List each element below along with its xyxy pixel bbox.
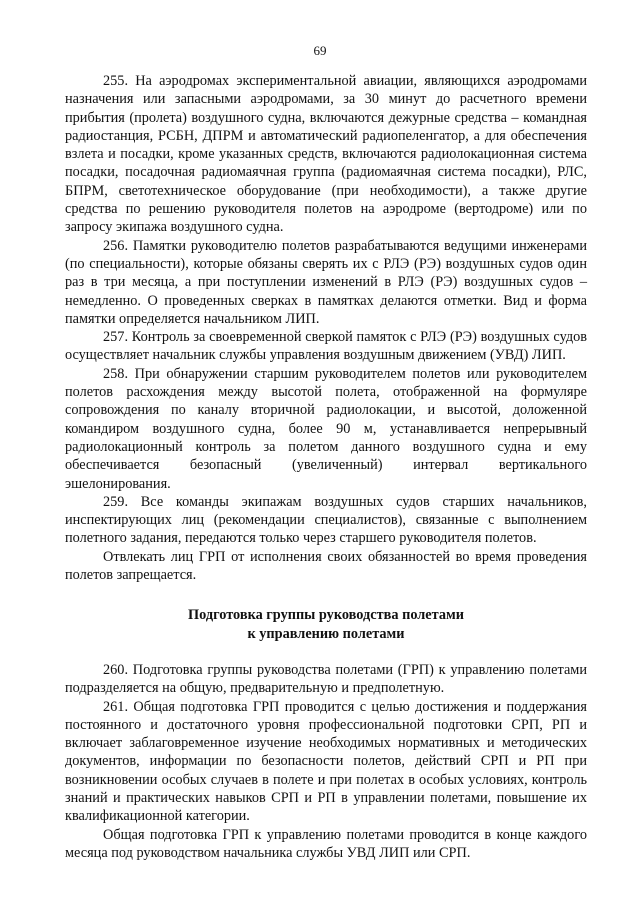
page-content bbox=[65, 72, 587, 862]
paragraph-259: 259. Все команды экипажам воздушных судов старших начальников, инспектирующих лиц (рекомендации специалистов), связанные с выполнением полетного задания, передаются только через старшего руководителя полетов. bbox=[65, 493, 587, 547]
paragraph-258: 258. При обнаружении старшим руководителем полетов или руководителем полетов расхождения между высотой полета, отображенной на формуляре сопровождения по каналу вторичной радиолокации, и высотой, доложенной командиром воздушного судна, более 90 м, устанавливается непрерывный радиолокационный контроль за полетом данного воздушного судна и ему обеспечивается безопасный (увеличенный) интервал вертикального эшелонирования. bbox=[65, 365, 587, 492]
section-heading bbox=[65, 606, 587, 643]
section-heading-line-1: Подготовка группы руководства полетами bbox=[188, 607, 464, 624]
paragraph-261: 261. Общая подготовка ГРП проводится с целью достижения и поддержания постоянного и достаточного уровня профессиональной подготовки СРП, РП и включает заблаговременное изучение необходимых нормативных и методических документов, информации по безопасности полетов, действий СРП и РП при возникновении особых случаев в полете и при полетах в особых условиях, контроль знаний и практических навыков СРП и РП в управлении полетами, повышение их квалификационной категории. bbox=[65, 698, 587, 825]
page-number: 69 bbox=[313, 43, 327, 58]
paragraph-general-training: Общая подготовка ГРП к управлению полетами проводится в конце каждого месяца под руководством начальника службы УВД ЛИП или СРП. bbox=[65, 826, 587, 861]
paragraph-257: 257. Контроль за своевременной сверкой памяток с РЛЭ (РЭ) воздушных судов осуществляет начальник службы управления воздушным движением (УВД) ЛИП. bbox=[65, 329, 587, 364]
paragraph-255: 255. На аэродромах экспериментальной авиации, являющихся аэродромами назначения или запасными аэродромами, за 30 минут до расчетного времени прибытия (пролета) воздушного судна, включаются дежурные средства – командная радиостанция, РСБН, ДПРМ и автоматический радиопеленгатор, а для обеспечения взлета и посадки, кроме указанных средств, включаются радиолокационная система посадки, посадочная радиомаячная группа (радиомаячная система посадки), РЛС, БПРМ, светотехническое оборудование (при необходимости), а также другие средства по решению руководителя полетов на аэродроме (вертодроме) или по запросу экипажа воздушного судна. bbox=[65, 73, 587, 236]
paragraph-distraction-rule: Отвлекать лиц ГРП от исполнения своих обязанностей во время проведения полетов запрещается. bbox=[65, 548, 587, 584]
section-heading-line-2: к управлению полетами bbox=[247, 625, 405, 642]
paragraph-256: 256. Памятки руководителю полетов разрабатываются ведущими инженерами (по специальности), которые обязаны сверять их с РЛЭ (РЭ) воздушных судов один раз в три месяца, а при поступлении изменений в РЛЭ (РЭ) воздушных судов – немедленно. О проведенных сверках в памятках делаются отметки. Вид и форма памятки определяется начальником ЛИП. bbox=[65, 237, 587, 327]
paragraph-260: 260. Подготовка группы руководства полетами (ГРП) к управлению полетами подразделяется на общую, предварительную и предполетную. bbox=[65, 661, 587, 697]
